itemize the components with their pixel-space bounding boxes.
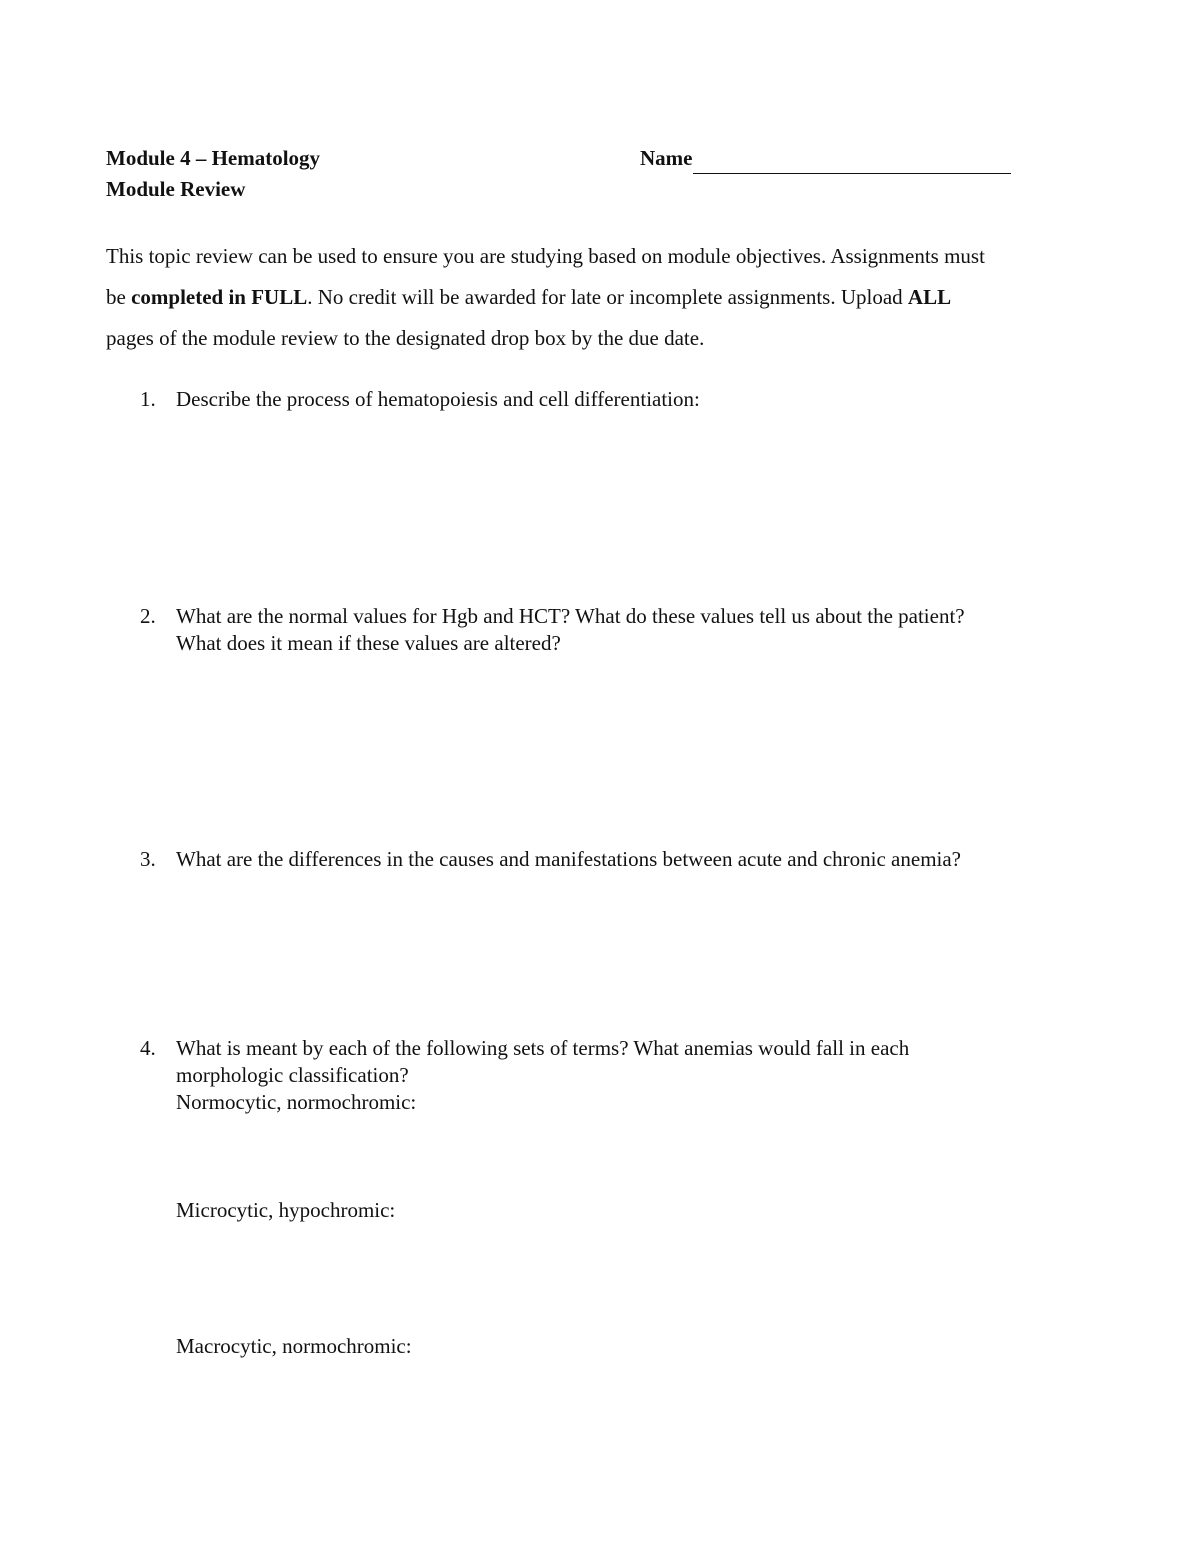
question-2 bbox=[140, 603, 1100, 657]
question-text bbox=[176, 846, 1100, 873]
question-line: Describe the process of hematopoiesis and cell differentiation: bbox=[176, 387, 700, 411]
intro-text: be bbox=[106, 285, 132, 309]
question-line: morphologic classification? bbox=[176, 1063, 409, 1087]
intro-line-2 bbox=[106, 277, 1106, 318]
question-number: 2. bbox=[140, 604, 156, 628]
question-number: 3. bbox=[140, 847, 156, 871]
question-3 bbox=[140, 846, 1100, 873]
intro-line-3: pages of the module review to the designated drop box by the due date. bbox=[106, 326, 705, 350]
name-field[interactable] bbox=[640, 143, 1011, 174]
question-line: What is meant by each of the following sets of terms? What anemias would fall in each bbox=[176, 1036, 910, 1060]
intro-emphasis-full: completed in FULL bbox=[131, 285, 308, 309]
header-titles bbox=[106, 143, 320, 205]
question-line: What are the normal values for Hgb and HCT? What do these values tell us about the patient? bbox=[176, 604, 965, 628]
name-label: Name bbox=[640, 146, 693, 170]
subterm-normocytic: Normocytic, normochromic: bbox=[176, 1090, 417, 1114]
intro-line-1: This topic review can be used to ensure you are studying based on module objectives. Assignments must bbox=[106, 244, 985, 268]
intro-emphasis-all: ALL bbox=[907, 285, 952, 309]
question-number: 4. bbox=[140, 1036, 156, 1060]
intro-paragraph bbox=[106, 236, 1106, 359]
intro-text: . No credit will be awarded for late or incomplete assignments. Upload bbox=[307, 285, 908, 309]
question-text bbox=[176, 603, 1100, 657]
question-number: 1. bbox=[140, 387, 156, 411]
question-text bbox=[176, 386, 1100, 413]
question-line: What does it mean if these values are altered? bbox=[176, 631, 561, 655]
subterm-macrocytic: Macrocytic, normochromic: bbox=[176, 1334, 412, 1358]
question-1 bbox=[140, 386, 1100, 413]
question-4 bbox=[140, 1035, 1100, 1116]
module-title: Module 4 – Hematology bbox=[106, 146, 321, 170]
name-blank-line[interactable] bbox=[693, 151, 1011, 174]
review-title: Module Review bbox=[106, 177, 246, 201]
question-line: What are the differences in the causes and manifestations between acute and chronic anemia? bbox=[176, 847, 961, 871]
question-text bbox=[176, 1035, 1100, 1116]
subterm-microcytic: Microcytic, hypochromic: bbox=[176, 1198, 396, 1222]
